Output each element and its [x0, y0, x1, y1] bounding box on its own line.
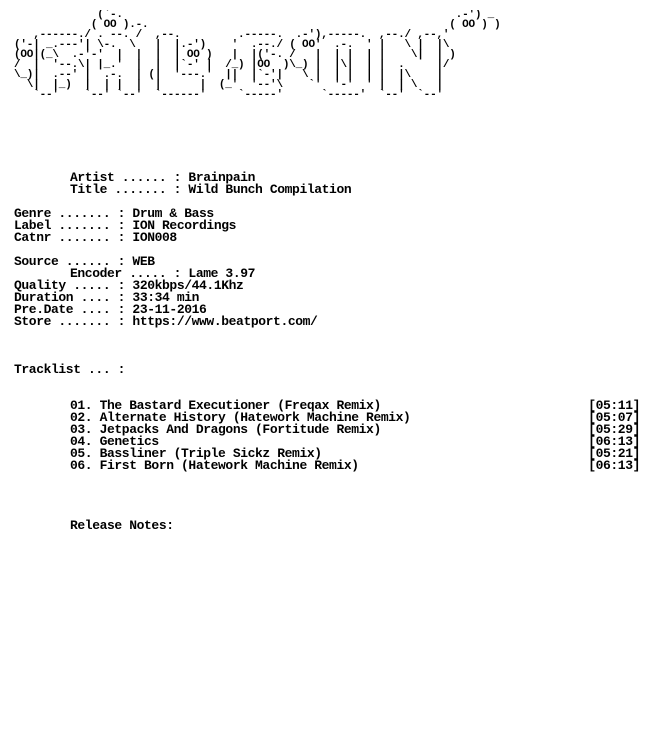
store-url: https://www.beatport.com/ [132, 314, 318, 329]
title-row [14, 184, 640, 196]
store-row [14, 316, 640, 328]
catnr-row [14, 232, 640, 244]
predate-label: Pre.Date .... : [14, 302, 133, 317]
record-label-label: Label ....... : [14, 218, 133, 233]
track-time: [05:21] [588, 446, 640, 461]
ascii-art-logo: (`-. .-') _ ( OO ).-. ( OO ) ) ,------./ . --. / ,--. .-----. .-'),-----. ,--./ ,--,' ('-| _.---'| \-. \ | |.-') ' .--./ ( OO' .-. ' | \ | |\ (OO|(_\ .-'-' | | | | OO ) | |('-. / | | | | | \| | ) / | '--.\| |_.' | | |`-' | /_) |OO )\_) | |\| | | . |/ \_)| .--' | .-. | (| '---.' || |`-'| \ | | | | | |\ | \| |_) | | | | | | (_' '--'\ `' '-' ' | | \ | `--' `--' `--' `------' `-----' `-----' `--' `--' [14, 10, 501, 101]
tracklist-heading: Tracklist ... : [14, 362, 126, 377]
nfo-document [14, 10, 640, 532]
track-time: [05:29] [588, 422, 640, 437]
record-label-value: ION Recordings [132, 218, 237, 233]
encoder-label: Encoder ..... : [70, 266, 189, 281]
genre-label: Genre ....... : [14, 206, 133, 221]
track-title: 03. Jetpacks And Dragons (Fortitude Remix) [70, 422, 381, 437]
track-time: [06:13] [588, 434, 640, 449]
catnr-label: Catnr ....... : [14, 230, 133, 245]
track-title: 04. Genetics [70, 434, 159, 449]
source-label: Source ...... : [14, 254, 133, 269]
genre-value: Drum & Bass [132, 206, 214, 221]
duration-label: Duration .... : [14, 290, 133, 305]
release-notes-heading: Release Notes: [70, 518, 174, 533]
track-title: 01. The Bastard Executioner (Freqax Remix) [70, 398, 381, 413]
duration-value: 33:34 min [132, 290, 200, 305]
tracklist [14, 400, 640, 472]
encoder-value: Lame 3.97 [188, 266, 256, 281]
track-row [14, 460, 640, 472]
artist-label: Artist ...... : [70, 170, 189, 185]
predate-value: 23-11-2016 [132, 302, 207, 317]
track-time: [05:07] [588, 410, 640, 425]
store-label: Store ....... : [14, 314, 133, 329]
track-title: 05. Bassliner (Triple Sickz Remix) [70, 446, 322, 461]
title-label: Title ....... : [70, 182, 189, 197]
track-time: [06:13] [588, 458, 640, 473]
catnr-value: ION008 [132, 230, 177, 245]
quality-label: Quality ..... : [14, 278, 133, 293]
source-value: WEB [132, 254, 155, 269]
track-title: 06. First Born (Hatework Machine Remix) [70, 458, 359, 473]
quality-value: 320kbps/44.1Khz [132, 278, 244, 293]
title-value: Wild Bunch Compilation [188, 182, 352, 197]
track-time: [05:11] [588, 398, 640, 413]
track-title: 02. Alternate History (Hatework Machine Remix) [70, 410, 411, 425]
artist-value: Brainpain [188, 170, 256, 185]
